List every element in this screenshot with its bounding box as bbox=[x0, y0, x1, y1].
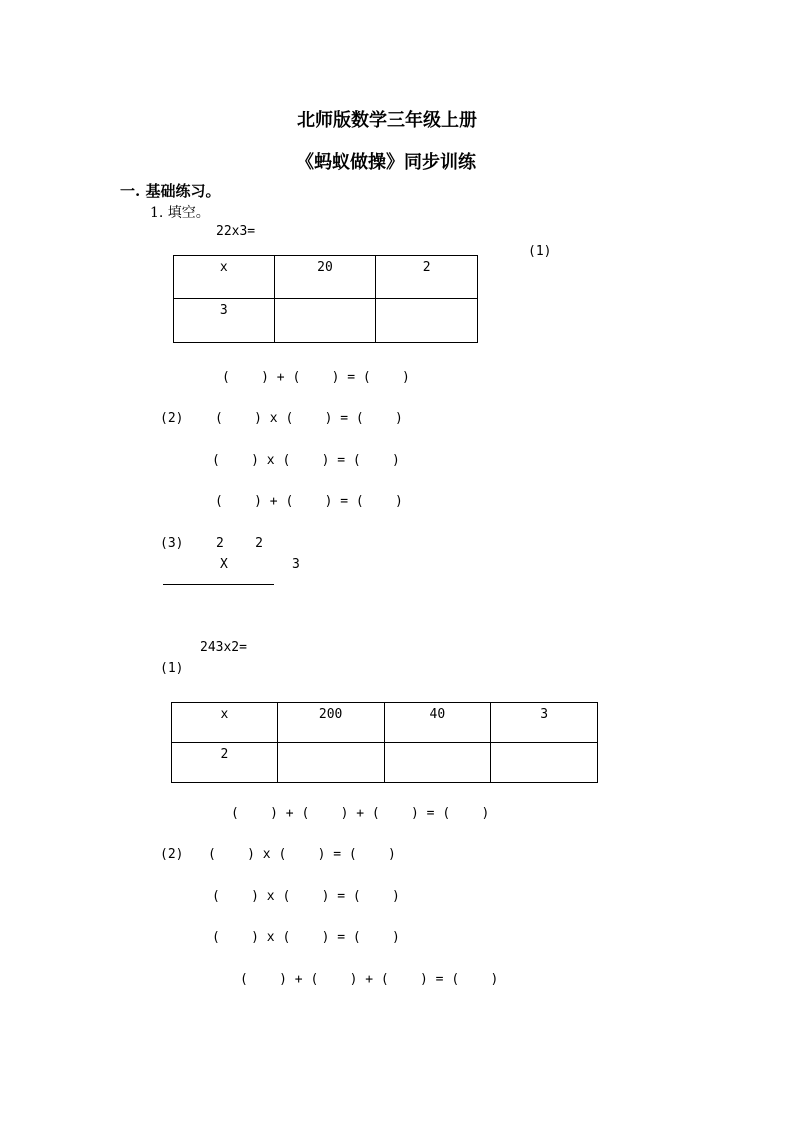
table-cell: 2 bbox=[172, 743, 278, 783]
table-cell: 3 bbox=[491, 703, 598, 743]
answer-cell[interactable] bbox=[384, 743, 491, 783]
problem-a-part2-equation-2: ( ) x ( ) = ( ) bbox=[212, 453, 400, 468]
question-1-label: 1. 填空。 bbox=[150, 205, 210, 221]
problem-b-table bbox=[171, 702, 598, 783]
table-cell: 3 bbox=[174, 299, 275, 343]
table-cell: x bbox=[172, 703, 278, 743]
table-cell: 20 bbox=[274, 256, 376, 299]
problem-a-table bbox=[173, 255, 478, 343]
problem-b-part2-label: (2) bbox=[160, 847, 184, 862]
table-cell: 2 bbox=[376, 256, 478, 299]
answer-cell[interactable] bbox=[274, 299, 376, 343]
vertical-rule-line bbox=[163, 584, 274, 585]
vertical-multiplier: 3 bbox=[292, 557, 300, 572]
answer-cell[interactable] bbox=[376, 299, 478, 343]
section-heading: 一. 基础练习。 bbox=[120, 182, 221, 200]
problem-a-part2-equation-3: ( ) + ( ) = ( ) bbox=[215, 494, 403, 509]
problem-b-part2-sum: ( ) + ( ) + ( ) = ( ) bbox=[240, 972, 499, 987]
problem-b-part2-equation-1: ( ) x ( ) = ( ) bbox=[208, 847, 396, 862]
table-cell: x bbox=[174, 256, 275, 299]
answer-cell[interactable] bbox=[491, 743, 598, 783]
problem-a-part3-label: (3) bbox=[160, 536, 184, 551]
table-cell: 40 bbox=[384, 703, 491, 743]
problem-a-part2-equation-1: ( ) x ( ) = ( ) bbox=[215, 411, 403, 426]
vertical-operator: X bbox=[220, 557, 228, 572]
problem-b-expression: 243x2= bbox=[200, 640, 247, 655]
answer-cell[interactable] bbox=[277, 743, 384, 783]
table-cell: 200 bbox=[277, 703, 384, 743]
problem-b-part1-equation: ( ) + ( ) + ( ) = ( ) bbox=[231, 806, 490, 821]
problem-a-expression: 22x3= bbox=[216, 224, 256, 239]
problem-a-part1-label: (1) bbox=[528, 244, 552, 259]
problem-b-part2-equation-3: ( ) x ( ) = ( ) bbox=[212, 930, 400, 945]
page-subtitle: 《蚂蚁做操》同步训练 bbox=[296, 152, 476, 173]
problem-a-part2-label: (2) bbox=[160, 411, 184, 426]
problem-b-part2-equation-2: ( ) x ( ) = ( ) bbox=[212, 889, 400, 904]
page-title: 北师版数学三年级上册 bbox=[297, 110, 477, 131]
vertical-multiplicand: 2 2 bbox=[216, 536, 263, 551]
problem-a-part1-equation: ( ) + ( ) = ( ) bbox=[222, 370, 410, 385]
problem-b-part1-label: (1) bbox=[160, 661, 184, 676]
